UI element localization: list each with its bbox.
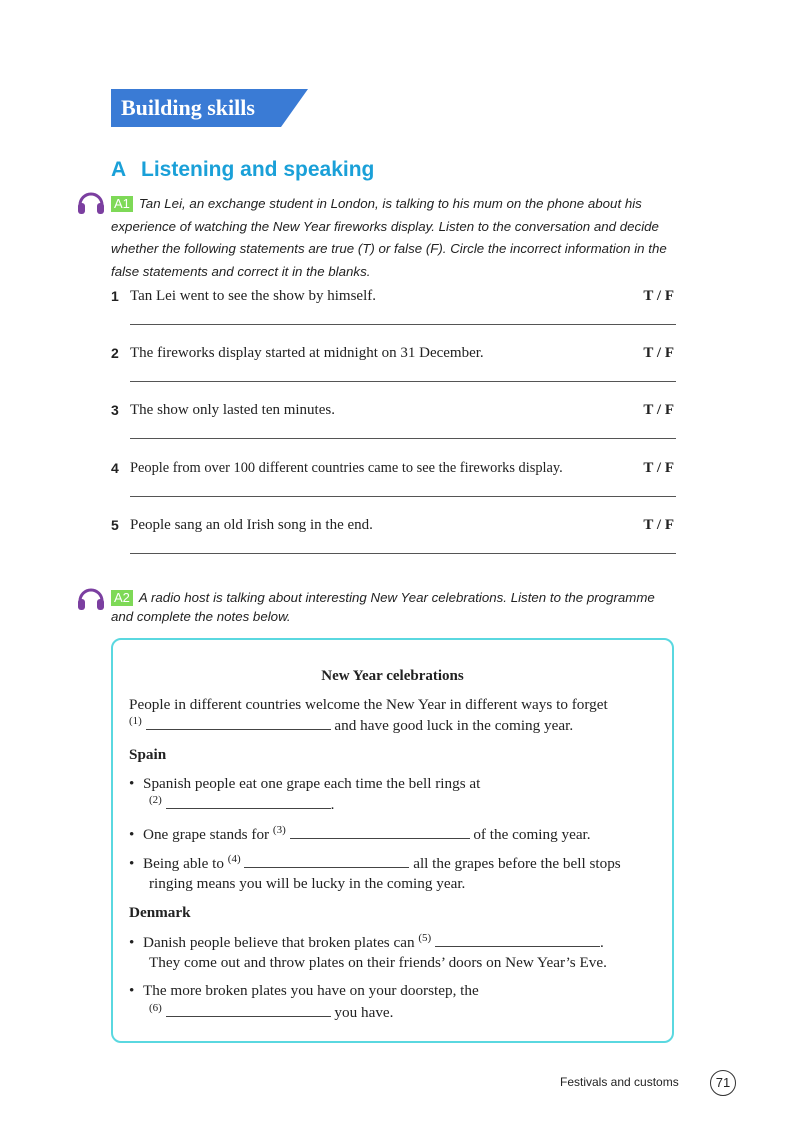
a1-instruction-text: Tan Lei, an exchange student in London, is talking to his mum on the phone about his experience of watching the New Year fireworks display. Listen to the conversation and decide whether the following statements are true (T) or false (F). Circle the incorrect information in the false statements and correct it in the blanks. (111, 196, 667, 279)
answer-line[interactable] (130, 496, 676, 497)
answer-line[interactable] (130, 438, 676, 439)
a1-instruction (111, 193, 676, 283)
notes-title: New Year celebrations (321, 668, 464, 684)
blank-1[interactable] (146, 715, 331, 730)
spain-bullet-2-text: One grape stands for (143, 826, 270, 844)
headphones-icon (76, 584, 106, 612)
statement-number: 3 (111, 402, 119, 418)
bullet: • (129, 982, 135, 999)
statement-number: 2 (111, 345, 119, 361)
spain-bullet-1-cont: $^{(2)}$ . (149, 794, 335, 814)
notes-box (111, 638, 674, 1043)
spain-bullet-3-cont: ringing means you will be lucky in the coming year. (149, 875, 466, 892)
statement-text: People from over 100 different countries came to see the fireworks display. (130, 460, 563, 476)
statement-text: The fireworks display started at midnight on 31 December. (130, 345, 484, 361)
blank-5[interactable] (435, 932, 600, 947)
footer-text: Festivals and customs (560, 1075, 679, 1089)
bullet: • (129, 855, 135, 873)
true-false-choice[interactable]: T / F (643, 517, 674, 533)
answer-line[interactable] (130, 381, 676, 382)
denmark-bullet-2-cont (149, 1002, 393, 1022)
bullet: • (129, 775, 135, 792)
denmark-bullet-2-text: The more broken plates you have on your doorstep, the (143, 982, 479, 999)
blank-label: (3) (272, 824, 286, 836)
answer-line[interactable] (130, 553, 676, 554)
headphones-icon (76, 188, 106, 216)
spain-bullet-1 (129, 775, 480, 793)
notes-intro-line-1: People in different countries welcome the New Year in different ways to forget (129, 696, 608, 713)
blank-2[interactable] (166, 794, 331, 809)
a1-tag: A1 (111, 196, 133, 212)
page-number: 71 (710, 1070, 736, 1096)
denmark-bullet-1-cont: They come out and throw plates on their friends’ doors on New Year’s Eve. (149, 954, 607, 971)
blank-6[interactable] (166, 1002, 331, 1017)
blank-label: (6) (149, 1002, 162, 1014)
blank-label: (5) (418, 932, 432, 944)
spain-bullet-3-end: all the grapes before the bell stops (413, 855, 621, 873)
a2-instruction (111, 588, 676, 626)
banner-title: Building skills (121, 95, 255, 120)
bullet: • (129, 826, 135, 844)
statement-number: 1 (111, 288, 119, 304)
blank-label: (2) (149, 794, 162, 806)
true-false-choice[interactable]: T / F (643, 345, 674, 361)
a2-instruction-text: A radio host is talking about interesting New Year celebrations. Listen to the programme and complete the notes below. (111, 590, 655, 624)
true-false-choice[interactable]: T / F (643, 288, 674, 304)
section-letter: A (111, 158, 127, 181)
true-false-choice[interactable]: T / F (643, 402, 674, 418)
statement-number: 4 (111, 460, 119, 476)
blank-label: (4) (227, 853, 241, 865)
section-title: Listening and speaking (141, 158, 375, 181)
denmark-bullet-1-text: Danish people believe that broken plates can (143, 934, 415, 952)
denmark-heading: Denmark (129, 904, 191, 921)
true-false-choice[interactable]: T / F (643, 460, 674, 476)
spain-bullet-1-text: Spanish people eat one grape each time the bell rings at (143, 775, 481, 792)
spain-bullet-2 (129, 824, 591, 844)
statement-text: Tan Lei went to see the show by himself. (130, 288, 376, 304)
section-heading (111, 158, 374, 182)
spain-bullet-2-end: of the coming year. (473, 826, 591, 844)
a2-tag: A2 (111, 590, 133, 606)
spain-heading: Spain (129, 746, 167, 763)
statement-text: The show only lasted ten minutes. (130, 402, 335, 418)
spain-bullet-3-text: Being able to (143, 855, 224, 873)
statement-number: 5 (111, 517, 119, 533)
spain-bullet-3 (129, 853, 621, 873)
blank-label: (1) (129, 715, 142, 727)
blank-4[interactable] (244, 853, 409, 868)
bullet: • (129, 934, 135, 952)
blank-3[interactable] (290, 824, 470, 839)
denmark-bullet-1: • Danish people believe that broken plates can $^{(5)}$ . (129, 932, 604, 952)
answer-line[interactable] (130, 324, 676, 325)
section-banner (111, 89, 308, 127)
notes-intro-line-2 (129, 715, 573, 735)
statement-text: People sang an old Irish song in the end. (130, 517, 373, 533)
notes-intro-text: and have good luck in the coming year. (334, 717, 574, 735)
denmark-bullet-2 (129, 982, 479, 1000)
denmark-bullet-2-end: you have. (334, 1004, 394, 1022)
